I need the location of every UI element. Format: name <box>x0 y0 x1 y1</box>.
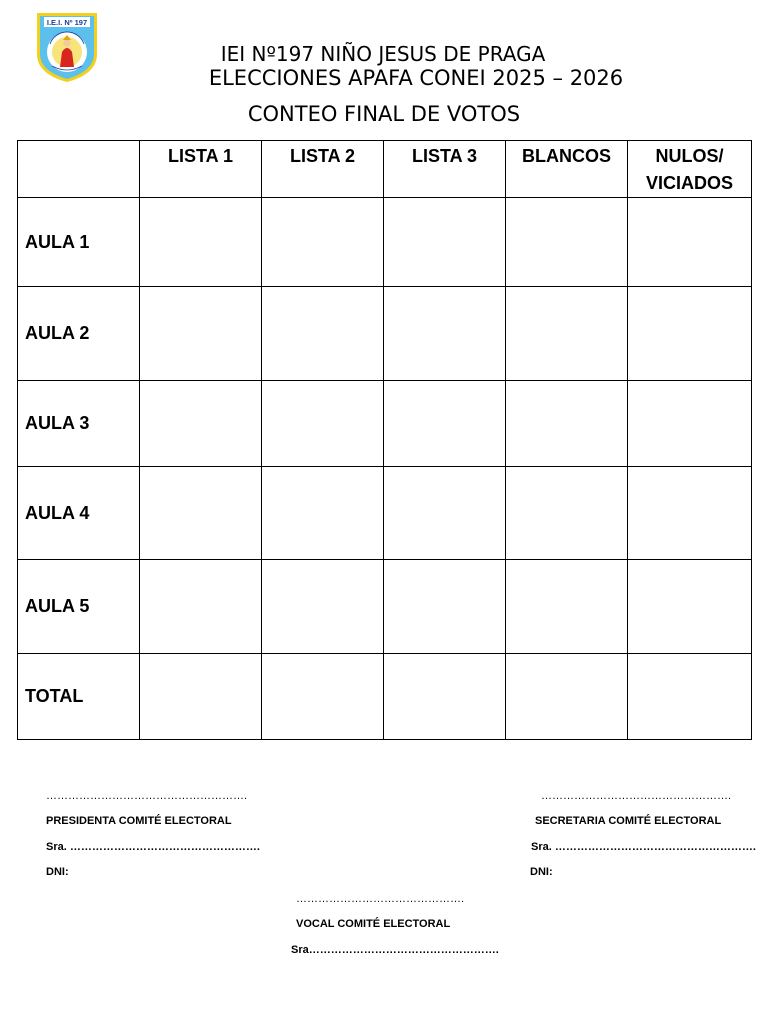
vote-cell[interactable] <box>140 198 262 287</box>
table-row <box>18 198 752 287</box>
vote-cell[interactable] <box>506 381 628 467</box>
column-header-nulos: NULOS/ VICIADOS <box>628 141 752 198</box>
total-cell[interactable] <box>262 654 384 740</box>
vote-cell[interactable] <box>262 467 384 560</box>
vote-cell[interactable] <box>262 287 384 381</box>
role-secretaria: SECRETARIA COMITÉ ELECTORAL <box>535 815 722 827</box>
table-row-total <box>18 654 752 740</box>
vote-cell[interactable] <box>628 287 752 381</box>
signature-line-vocal: ………………………………………. <box>296 893 465 905</box>
row-label: TOTAL <box>18 654 140 740</box>
vote-cell[interactable] <box>384 198 506 287</box>
vote-cell[interactable] <box>262 381 384 467</box>
school-name: IEI Nº197 NIÑO JESUS DE PRAGA <box>220 42 546 66</box>
vote-cell[interactable] <box>628 198 752 287</box>
row-label: AULA 5 <box>18 560 140 654</box>
table-row <box>18 560 752 654</box>
dni-secretaria: DNI: <box>530 866 553 878</box>
vote-cell[interactable] <box>506 198 628 287</box>
total-cell[interactable] <box>384 654 506 740</box>
election-title: ELECCIONES APAFA CONEI 2025 – 2026 <box>208 66 624 90</box>
vote-cell[interactable] <box>506 287 628 381</box>
vote-cell[interactable] <box>140 381 262 467</box>
row-label: AULA 1 <box>18 198 140 287</box>
dni-presidenta: DNI: <box>46 866 69 878</box>
row-label: AULA 3 <box>18 381 140 467</box>
vote-cell[interactable] <box>140 467 262 560</box>
name-line-vocal: Sra……………………………………………. <box>291 944 499 956</box>
name-line-secretaria: Sra. ………………………………………………. <box>531 841 756 853</box>
table-header-row <box>18 141 752 198</box>
svg-text:I.E.I. Nº 197: I.E.I. Nº 197 <box>46 18 88 27</box>
vote-cell[interactable] <box>384 467 506 560</box>
vote-cell[interactable] <box>384 287 506 381</box>
vote-cell[interactable] <box>628 560 752 654</box>
vote-cell[interactable] <box>628 381 752 467</box>
signature-line-secretaria: ……………………………………………. <box>541 790 732 802</box>
column-header-lista-3: LISTA 3 <box>384 141 506 198</box>
vote-cell[interactable] <box>384 381 506 467</box>
vote-count-table <box>17 140 752 740</box>
page-title: CONTEO FINAL DE VOTOS <box>247 102 521 126</box>
name-line-presidenta: Sra. ……………………………………………. <box>46 841 260 853</box>
row-label: AULA 2 <box>18 287 140 381</box>
vote-cell[interactable] <box>140 560 262 654</box>
total-cell[interactable] <box>628 654 752 740</box>
total-cell[interactable] <box>506 654 628 740</box>
vote-cell[interactable] <box>628 467 752 560</box>
vote-cell[interactable] <box>506 467 628 560</box>
column-header-lista-1: LISTA 1 <box>140 141 262 198</box>
row-label: AULA 4 <box>18 467 140 560</box>
vote-cell[interactable] <box>262 198 384 287</box>
role-presidenta: PRESIDENTA COMITÉ ELECTORAL <box>46 815 232 827</box>
table-row <box>18 467 752 560</box>
vote-cell[interactable] <box>140 287 262 381</box>
table-row <box>18 381 752 467</box>
vote-cell[interactable] <box>384 560 506 654</box>
vote-cell[interactable] <box>262 560 384 654</box>
column-header-blancos: BLANCOS <box>506 141 628 198</box>
total-cell[interactable] <box>140 654 262 740</box>
signature-line-presidenta: ………………………………………………. <box>46 790 248 802</box>
table-row <box>18 287 752 381</box>
vote-cell[interactable] <box>506 560 628 654</box>
role-vocal: VOCAL COMITÉ ELECTORAL <box>296 918 451 930</box>
column-header-lista-2: LISTA 2 <box>262 141 384 198</box>
column-header-empty <box>18 141 140 198</box>
